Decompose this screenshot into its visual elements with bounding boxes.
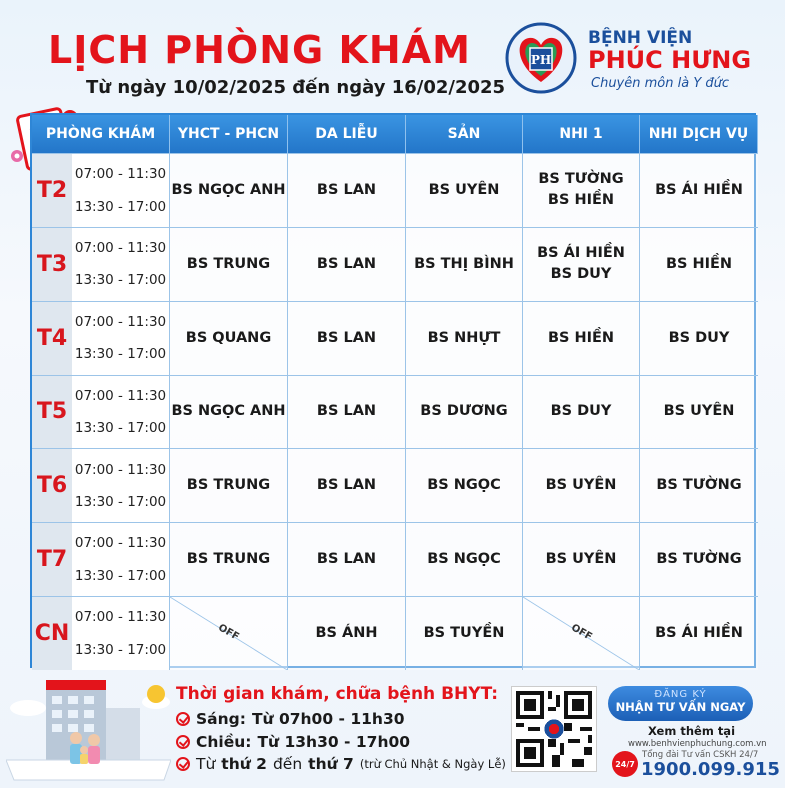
doctor-cell: BS TƯỜNG	[640, 448, 758, 522]
day-label: T4	[32, 302, 72, 375]
check-circle-icon	[176, 735, 190, 749]
column-header: SẢN	[406, 115, 523, 153]
off-label: OFF	[216, 622, 242, 644]
column-header: NHI 1	[523, 115, 640, 153]
shift-times	[72, 523, 169, 596]
shift-times	[72, 154, 169, 227]
doctor-cell: BS NHỰT	[406, 301, 523, 375]
website-link[interactable]: www.benhvienphuchung.com.vn	[628, 739, 767, 749]
hospital-logo	[505, 22, 577, 94]
hospital-name-line1: BỆNH VIỆN	[588, 28, 693, 48]
doctor-cell: BS UYÊN	[523, 522, 640, 596]
doctor-cell: BS NGỌC ANH	[170, 375, 288, 449]
doctor-cell: BS NGỌC	[406, 522, 523, 596]
working-days: Từ thứ 2 đến thứ 7 (trừ Chủ Nhật & Ngày Lễ)	[176, 755, 506, 773]
afternoon-shift: 13:30 - 17:00	[74, 420, 167, 437]
afternoon-shift: 13:30 - 17:00	[74, 494, 167, 510]
doctor-cell: BS ÁNH	[288, 596, 406, 670]
day-cell	[32, 522, 170, 596]
doctor-cell: BS UYÊN	[406, 153, 523, 227]
column-header: YHCT - PHCN	[170, 115, 288, 153]
afternoon-shift: 13:30 - 17:00	[74, 272, 167, 289]
logo-monogram: PH	[530, 53, 552, 67]
doctor-cell: BS UYÊN	[523, 448, 640, 522]
shift-times	[72, 228, 169, 301]
morning-shift: 07:00 - 11:30	[74, 387, 167, 404]
doctor-cell: BS LAN	[288, 301, 406, 375]
afternoon-shift: 13:30 - 17:00	[74, 641, 167, 658]
see-more-label: Xem thêm tại	[648, 724, 736, 738]
qr-code[interactable]	[511, 686, 597, 772]
morning-shift: 07:00 - 11:30	[74, 313, 167, 330]
afternoon-shift: 13:30 - 17:00	[74, 346, 167, 363]
doctor-cell: BS NGỌC	[406, 448, 523, 522]
off-cell	[170, 596, 288, 670]
hotline-24-7-icon: 24/7	[612, 751, 638, 777]
doctor-cell: BS LAN	[288, 448, 406, 522]
doctor-cell: BS LAN	[288, 375, 406, 449]
morning-hours: Sáng: Từ 07h00 - 11h30	[176, 710, 405, 728]
morning-shift: 07:00 - 11:30	[74, 166, 167, 183]
doctor-cell: BS DƯƠNG	[406, 375, 523, 449]
day-cell	[32, 448, 170, 522]
shift-times	[72, 597, 169, 670]
afternoon-hours: Chiều: Từ 13h30 - 17h00	[176, 733, 410, 751]
day-label: T3	[32, 228, 72, 301]
off-label: OFF	[569, 622, 594, 644]
day-label: T6	[32, 449, 72, 522]
morning-shift: 07:00 - 11:30	[74, 240, 167, 257]
day-label: T5	[32, 376, 72, 449]
page-title: LỊCH PHÒNG KHÁM	[48, 28, 471, 72]
hotline-number[interactable]: 1900.099.915	[641, 759, 780, 780]
morning-shift: 07:00 - 11:30	[74, 535, 167, 552]
day-cell	[32, 375, 170, 449]
doctor-cell: BS ÁI HIỀN BS DUY	[523, 227, 640, 301]
doctor-cell: BS TUYỀN	[406, 596, 523, 670]
doctor-cell: BS DUY	[523, 375, 640, 449]
column-header: NHI DỊCH VỤ	[640, 115, 758, 153]
day-label: T2	[32, 154, 72, 227]
day-cell	[32, 227, 170, 301]
hospital-slogan: Chuyên môn là Y đức	[591, 76, 730, 91]
doctor-cell: BS HIỀN	[640, 227, 758, 301]
check-circle-icon	[176, 712, 190, 726]
doctor-cell: BS ÁI HIỀN	[640, 153, 758, 227]
shift-times	[72, 302, 169, 375]
column-header: DA LIỄU	[288, 115, 406, 153]
insurance-hours-title: Thời gian khám, chữa bệnh BHYT:	[176, 684, 499, 704]
doctor-cell: BS TRUNG	[170, 522, 288, 596]
doctor-cell: BS NGỌC ANH	[170, 153, 288, 227]
day-cell	[32, 596, 170, 670]
schedule-table	[30, 113, 756, 668]
shift-times	[72, 449, 169, 522]
day-cell	[32, 301, 170, 375]
doctor-cell: BS LAN	[288, 522, 406, 596]
doctor-cell: BS TƯỜNG	[640, 522, 758, 596]
morning-shift: 07:00 - 11:30	[74, 461, 167, 478]
doctor-cell: BS LAN	[288, 227, 406, 301]
afternoon-shift: 13:30 - 17:00	[74, 198, 167, 215]
day-cell	[32, 153, 170, 227]
doctor-cell: BS LAN	[288, 153, 406, 227]
column-header: PHÒNG KHÁM	[32, 115, 170, 153]
day-label: T7	[32, 523, 72, 596]
doctor-cell: BS TRUNG	[170, 227, 288, 301]
doctor-cell: BS THỊ BÌNH	[406, 227, 523, 301]
off-cell	[523, 596, 640, 670]
doctor-cell: BS TRUNG	[170, 448, 288, 522]
doctor-cell: BS QUANG	[170, 301, 288, 375]
hotline-label: Tổng đài Tư vấn CSKH 24/7	[642, 750, 759, 760]
doctor-cell: BS TƯỜNG BS HIỀN	[523, 153, 640, 227]
hospital-family-illustration	[6, 668, 171, 786]
day-label: CN	[32, 597, 72, 670]
doctor-cell: BS ÁI HIỀN	[640, 596, 758, 670]
hospital-name-line2: PHÚC HƯNG	[588, 46, 752, 74]
date-range: Từ ngày 10/02/2025 đến ngày 16/02/2025	[86, 77, 506, 98]
doctor-cell: BS HIỀN	[523, 301, 640, 375]
check-circle-icon	[176, 757, 190, 771]
shift-times	[72, 376, 169, 449]
afternoon-shift: 13:30 - 17:00	[74, 567, 167, 584]
doctor-cell: BS UYÊN	[640, 375, 758, 449]
doctor-cell: BS DUY	[640, 301, 758, 375]
morning-shift: 07:00 - 11:30	[74, 609, 167, 626]
register-consult-button[interactable]: ĐĂNG KÝ NHẬN TƯ VẤN NGAY	[608, 686, 753, 721]
